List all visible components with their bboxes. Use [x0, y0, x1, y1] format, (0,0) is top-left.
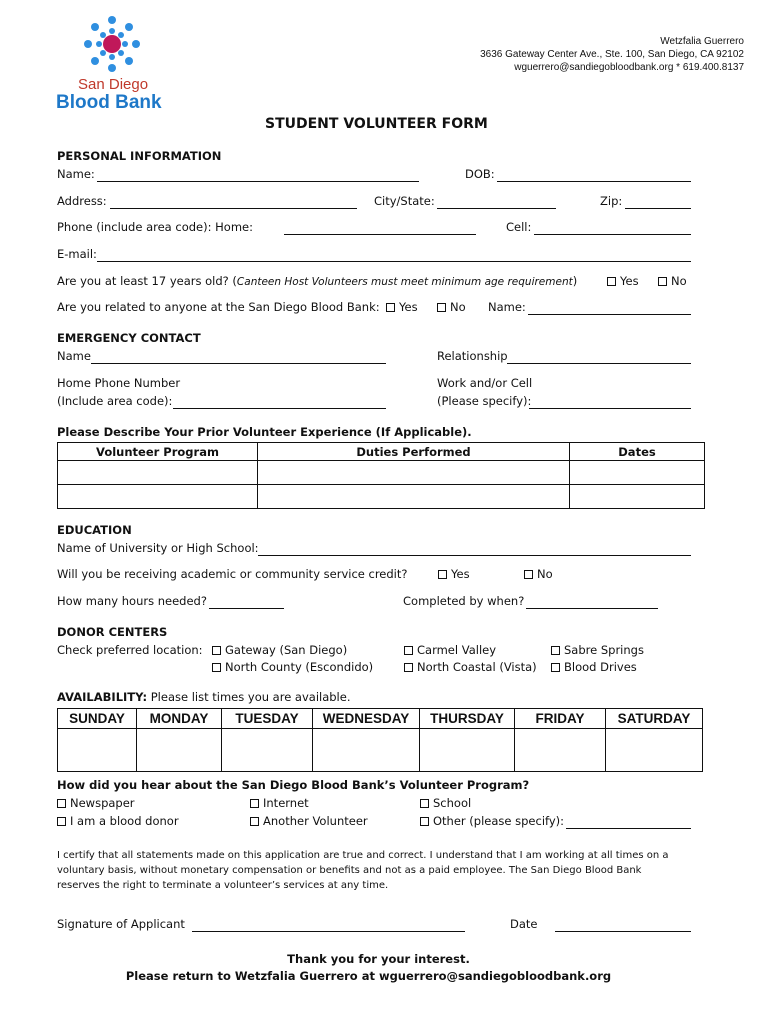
referral-label: I am a blood donor [70, 814, 179, 828]
checkbox-icon[interactable] [658, 277, 667, 286]
referral-option[interactable] [57, 796, 135, 810]
referral-other-field[interactable] [566, 828, 691, 829]
location-label: Gateway (San Diego) [225, 643, 348, 657]
referral-label: Newspaper [70, 796, 135, 810]
home-phone-label-2: (Include area code): [57, 394, 173, 408]
availability-cell[interactable] [137, 729, 222, 772]
table-cell[interactable] [258, 461, 570, 485]
checkbox-icon[interactable] [420, 799, 429, 808]
related-yes-option[interactable] [386, 300, 418, 314]
availability-table [57, 708, 703, 772]
related-name-field[interactable] [528, 314, 691, 315]
credit-yes-option[interactable] [438, 567, 470, 581]
experience-header-row [58, 443, 705, 461]
credit-yes-label: Yes [451, 567, 470, 581]
checkbox-icon[interactable] [524, 570, 533, 579]
age-no-option[interactable] [658, 274, 687, 288]
location-label: Blood Drives [564, 660, 637, 674]
cell-field[interactable] [534, 234, 691, 235]
checkbox-icon[interactable] [212, 663, 221, 672]
emergency-heading: EMERGENCY CONTACT [57, 331, 201, 345]
location-option[interactable] [212, 660, 373, 674]
checkbox-icon[interactable] [404, 663, 413, 672]
location-option[interactable] [404, 660, 537, 674]
day-header: MONDAY [137, 709, 222, 729]
referral-label: Other (please specify): [433, 814, 565, 828]
checkbox-icon[interactable] [437, 303, 446, 312]
related-yes-label: Yes [399, 300, 418, 314]
certify-line: I certify that all statements made on this application are true and correct. I understand that I am working at all times on a [57, 850, 669, 861]
referral-option[interactable] [420, 814, 564, 828]
hours-field[interactable] [209, 608, 284, 609]
availability-cell[interactable] [420, 729, 515, 772]
address-label: Address: [57, 194, 107, 208]
contact-address: 3636 Gateway Center Ave., Ste. 100, San Diego, CA 92102 [480, 49, 744, 60]
phone-home-label: Phone (include area code): Home: [57, 220, 253, 234]
referral-option[interactable] [250, 814, 368, 828]
related-question: Are you related to anyone at the San Diego Blood Bank: [57, 300, 380, 314]
location-label: Sabre Springs [564, 643, 644, 657]
work-cell-label-2: (Please specify): [437, 394, 532, 408]
related-no-label: No [450, 300, 466, 314]
name-label: Name: [57, 167, 95, 181]
checkbox-icon[interactable] [250, 817, 259, 826]
availability-cell[interactable] [58, 729, 137, 772]
referral-label: Another Volunteer [263, 814, 368, 828]
referral-option[interactable] [250, 796, 309, 810]
table-cell[interactable] [258, 485, 570, 509]
blood-drop-cluster-icon [82, 12, 142, 74]
phone-home-field[interactable] [284, 234, 476, 235]
emergency-name-field[interactable] [91, 363, 386, 364]
availability-cell[interactable] [606, 729, 703, 772]
logo [56, 12, 180, 113]
location-option[interactable] [551, 643, 644, 657]
col-volunteer-program: Volunteer Program [58, 443, 258, 461]
day-header: WEDNESDAY [313, 709, 420, 729]
referral-label: School [433, 796, 472, 810]
checkbox-icon[interactable] [57, 817, 66, 826]
age-yes-option[interactable] [607, 274, 639, 288]
day-header: FRIDAY [515, 709, 606, 729]
credit-no-option[interactable] [524, 567, 553, 581]
check-location-label: Check preferred location: [57, 643, 203, 657]
contact-email-phone: wguerrero@sandiegobloodbank.org * 619.400.8137 [514, 62, 744, 73]
age-question [57, 274, 577, 288]
related-no-option[interactable] [437, 300, 466, 314]
availability-header-row [58, 709, 703, 729]
checkbox-icon[interactable] [386, 303, 395, 312]
location-option[interactable] [551, 660, 637, 674]
age-question-text: Are you at least 17 years old? ( [57, 274, 237, 288]
completed-label: Completed by when? [403, 594, 525, 608]
location-label: North County (Escondido) [225, 660, 374, 674]
footer-return: Please return to Wetzfalia Guerrero at wguerrero@sandiegobloodbank.org [125, 969, 612, 983]
home-phone-field[interactable] [173, 408, 386, 409]
donor-heading: DONOR CENTERS [57, 625, 168, 639]
availability-cell[interactable] [222, 729, 313, 772]
checkbox-icon[interactable] [404, 646, 413, 655]
date-field[interactable] [555, 931, 691, 932]
city-state-field[interactable] [437, 208, 556, 209]
col-duties-performed: Duties Performed [258, 443, 570, 461]
cell-label: Cell: [506, 220, 532, 234]
age-no-label: No [671, 274, 687, 288]
contact-name: Wetzfalia Guerrero [660, 36, 744, 47]
age-note: Canteen Host Volunteers must meet minimum age requirement [236, 276, 573, 288]
table-cell[interactable] [58, 461, 258, 485]
checkbox-icon[interactable] [420, 817, 429, 826]
referral-label: Internet [263, 796, 309, 810]
checkbox-icon[interactable] [250, 799, 259, 808]
credit-question: Will you be receiving academic or community service credit? [57, 567, 408, 581]
personal-heading: PERSONAL INFORMATION [57, 149, 222, 163]
col-dates: Dates [570, 443, 705, 461]
availability-note: Please list times you are available. [150, 690, 351, 704]
checkbox-icon[interactable] [551, 646, 560, 655]
availability-cell[interactable] [515, 729, 606, 772]
availability-cell[interactable] [313, 729, 420, 772]
location-option[interactable] [404, 643, 496, 657]
education-heading: EDUCATION [57, 523, 132, 537]
age-yes-label: Yes [620, 274, 639, 288]
footer-thanks: Thank you for your interest. [287, 952, 470, 966]
logo-line2: Blood Bank [56, 92, 162, 113]
table-row [58, 485, 705, 509]
checkbox-icon[interactable] [607, 277, 616, 286]
home-phone-label-1: Home Phone Number [57, 376, 181, 390]
email-field[interactable] [97, 261, 691, 262]
table-cell[interactable] [570, 461, 705, 485]
email-label: E-mail: [57, 247, 97, 261]
school-field[interactable] [258, 555, 691, 556]
work-cell-label-1: Work and/or Cell [437, 376, 533, 390]
city-state-label: City/State: [374, 194, 435, 208]
dob-field[interactable] [497, 181, 691, 182]
name-field[interactable] [97, 181, 419, 182]
certify-line: voluntary basis, without monetary compensation or benefits and not as a paid employee. The San Diego Blood Bank [57, 865, 642, 876]
location-label: North Coastal (Vista) [417, 660, 537, 674]
zip-label: Zip: [600, 194, 623, 208]
day-header: THURSDAY [420, 709, 515, 729]
zip-field[interactable] [625, 208, 691, 209]
experience-table [57, 442, 705, 509]
checkbox-icon[interactable] [438, 570, 447, 579]
day-header: SATURDAY [606, 709, 703, 729]
table-cell[interactable] [58, 485, 258, 509]
credit-no-label: No [537, 567, 553, 581]
signature-field[interactable] [192, 931, 465, 932]
certify-line: reserves the right to terminate a volunteer’s services at any time. [57, 880, 389, 891]
relationship-field[interactable] [507, 363, 691, 364]
checkbox-icon[interactable] [212, 646, 221, 655]
address-field[interactable] [110, 208, 357, 209]
checkbox-icon[interactable] [57, 799, 66, 808]
day-header: TUESDAY [222, 709, 313, 729]
availability-row [58, 729, 703, 772]
logo-line1: San Diego [78, 76, 149, 93]
school-label: Name of University or High School: [57, 541, 259, 555]
completed-field[interactable] [526, 608, 658, 609]
day-header: SUNDAY [58, 709, 137, 729]
emergency-name-label: Name [57, 349, 91, 363]
availability-heading: AVAILABILITY: [57, 690, 148, 704]
table-cell[interactable] [570, 485, 705, 509]
work-cell-field[interactable] [529, 408, 691, 409]
form-title: STUDENT VOLUNTEER FORM [265, 116, 488, 132]
date-label: Date [510, 917, 538, 931]
relationship-label: Relationship [437, 349, 508, 363]
referral-option[interactable] [420, 796, 471, 810]
related-name-label: Name: [488, 300, 526, 314]
referral-option[interactable] [57, 814, 179, 828]
dob-label: DOB: [465, 167, 495, 181]
location-label: Carmel Valley [417, 643, 497, 657]
checkbox-icon[interactable] [551, 663, 560, 672]
location-option[interactable] [212, 643, 347, 657]
availability-line [57, 690, 351, 704]
age-close: ) [572, 274, 578, 288]
table-row [58, 461, 705, 485]
signature-label: Signature of Applicant [57, 917, 185, 931]
experience-heading: Please Describe Your Prior Volunteer Experience (If Applicable). [57, 425, 472, 439]
referral-heading: How did you hear about the San Diego Blood Bank’s Volunteer Program? [57, 778, 530, 792]
hours-label: How many hours needed? [57, 594, 207, 608]
